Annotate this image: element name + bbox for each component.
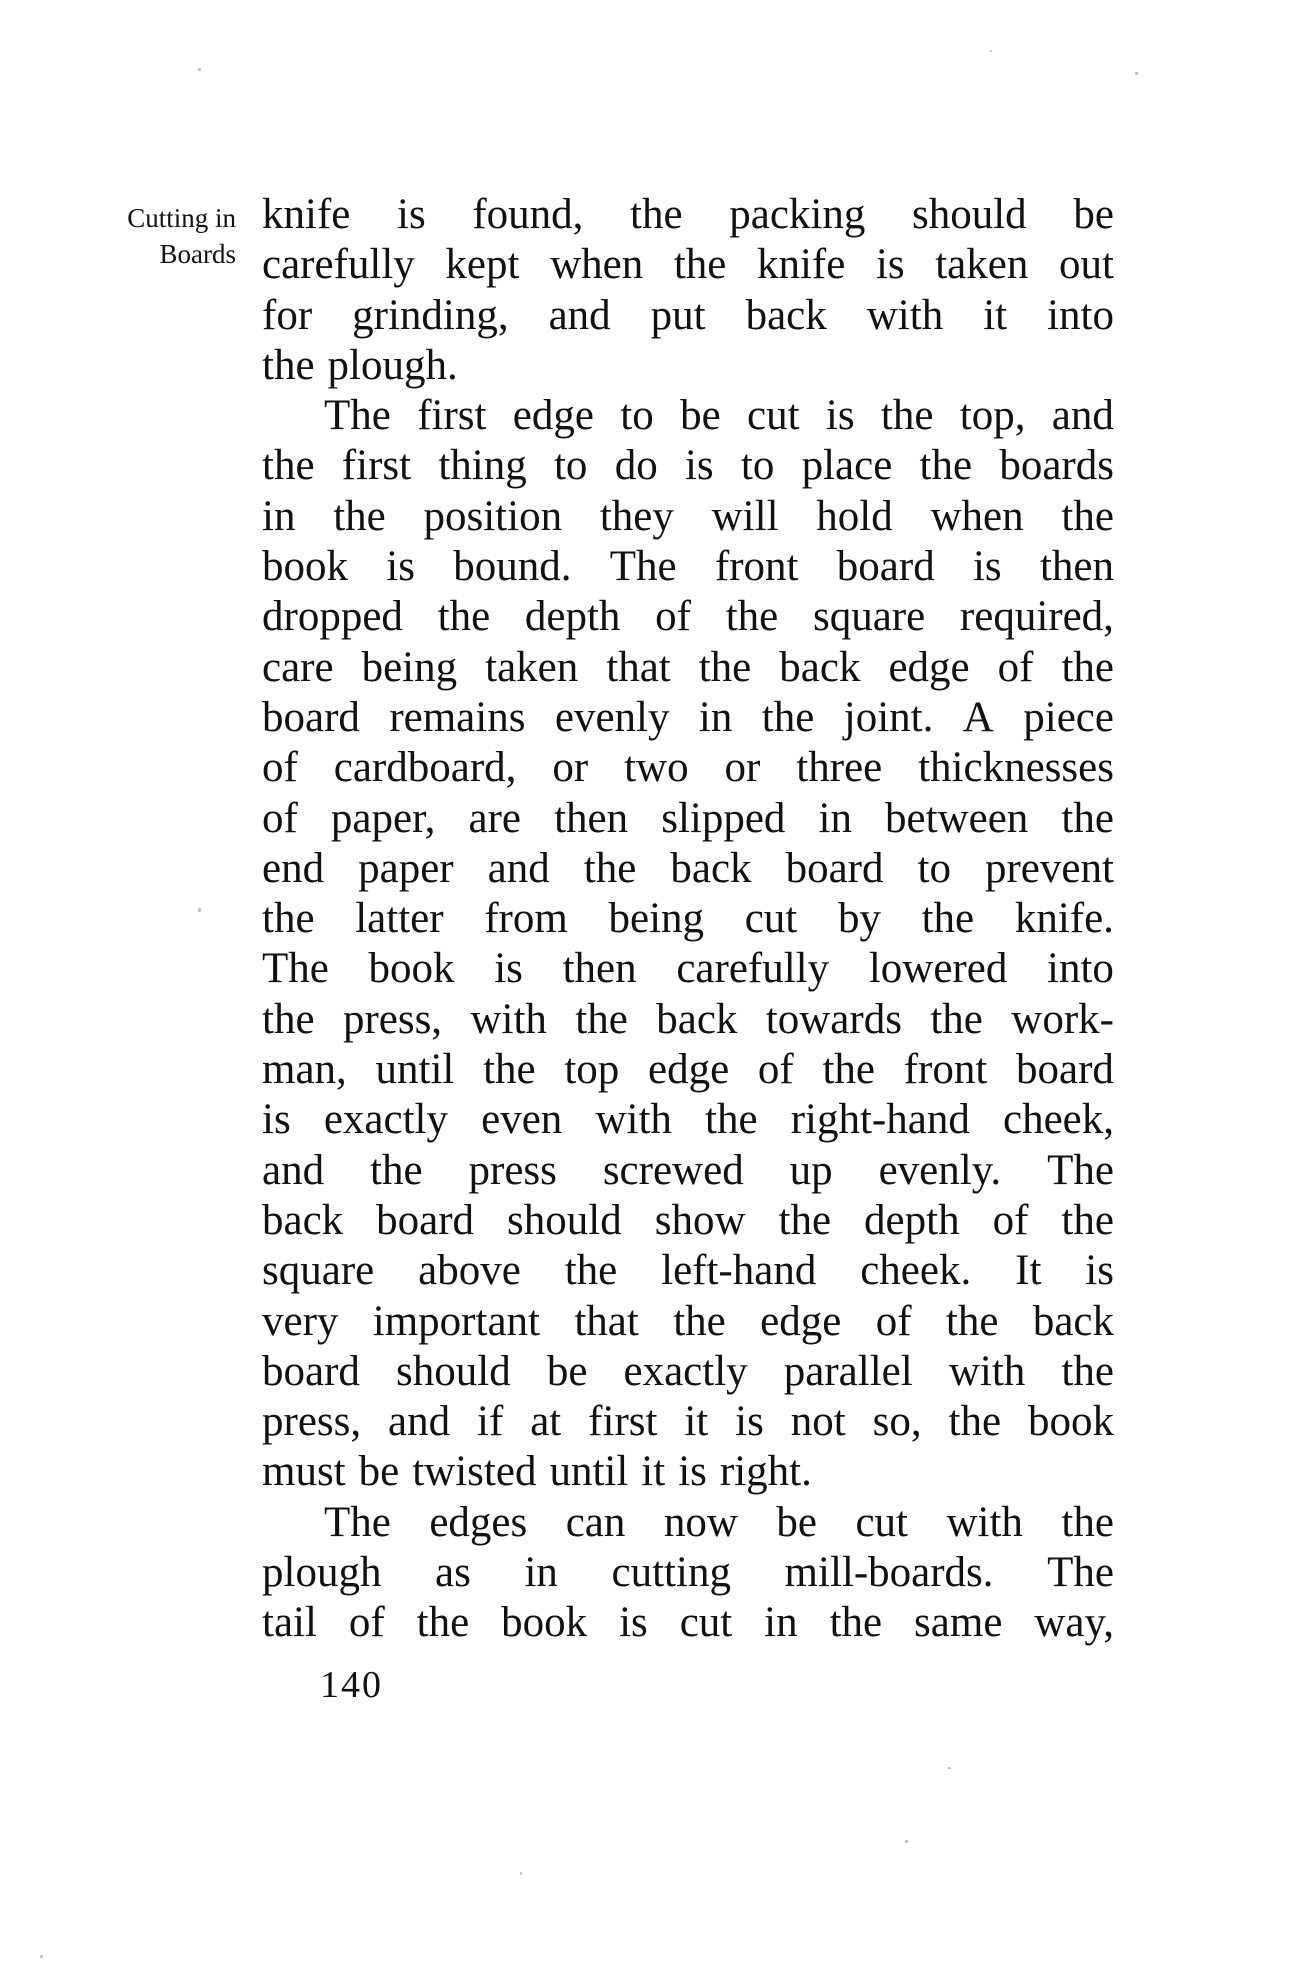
text-line: very important that the edge of the back [262, 1297, 1114, 1345]
text-line: the press, with the back towards the work- [262, 995, 1114, 1043]
text-line: of paper, are then slipped in between the [262, 794, 1114, 842]
text-line: The first edge to be cut is the top, and [324, 392, 1114, 440]
text-line: man, until the top edge of the front board [262, 1046, 1114, 1094]
paper-speck [948, 1767, 951, 1769]
text-line: dropped the depth of the square required, [262, 593, 1114, 641]
text-line: tail of the book is cut in the same way, [262, 1599, 1114, 1647]
paper-speck [198, 68, 201, 71]
paper-speck [520, 1872, 522, 1875]
text-line: book is bound. The front board is then [262, 543, 1114, 591]
paper-speck [198, 908, 201, 912]
paper-speck [1135, 72, 1138, 75]
text-line: in the position they will hold when the [262, 492, 1114, 540]
text-line: carefully kept when the knife is taken out [262, 241, 1114, 289]
margin-note [76, 200, 236, 272]
text-line: care being taken that the back edge of the [262, 643, 1114, 691]
text-line: the plough. [262, 341, 458, 389]
text-line: board should be exactly parallel with the [262, 1347, 1114, 1395]
page-number: 140 [320, 1664, 383, 1706]
text-line: for grinding, and put back with it into [262, 291, 1114, 339]
text-line: The book is then carefully lowered into [262, 945, 1114, 993]
body-text [262, 190, 1114, 1649]
text-line: board remains evenly in the joint. A piece [262, 693, 1114, 741]
text-line: knife is found, the packing should be [262, 191, 1114, 238]
text-line: end paper and the back board to prevent [262, 844, 1114, 892]
paper-speck [905, 1840, 908, 1843]
text-line: the latter from being cut by the knife. [262, 895, 1114, 943]
margin-note-line-2: Boards [159, 239, 236, 269]
text-line: must be twisted until it is right. [262, 1448, 812, 1496]
text-line: square above the left-hand cheek. It is [262, 1247, 1114, 1295]
text-line: the first thing to do is to place the boards [262, 442, 1114, 490]
text-line: back board should show the depth of the [262, 1196, 1114, 1244]
text-line: press, and if at first it is not so, the book [262, 1398, 1114, 1446]
margin-note-line-1: Cutting in [127, 203, 236, 233]
text-line: plough as in cutting mill-boards. The [262, 1549, 1114, 1597]
paper-speck [40, 1955, 43, 1958]
text-line: of cardboard, or two or three thicknesses [262, 744, 1114, 792]
text-line: is exactly even with the right-hand cheek, [262, 1096, 1114, 1144]
paper-speck [990, 50, 992, 52]
text-line: and the press screwed up evenly. The [262, 1146, 1114, 1194]
text-line: The edges can now be cut with the [324, 1498, 1114, 1546]
